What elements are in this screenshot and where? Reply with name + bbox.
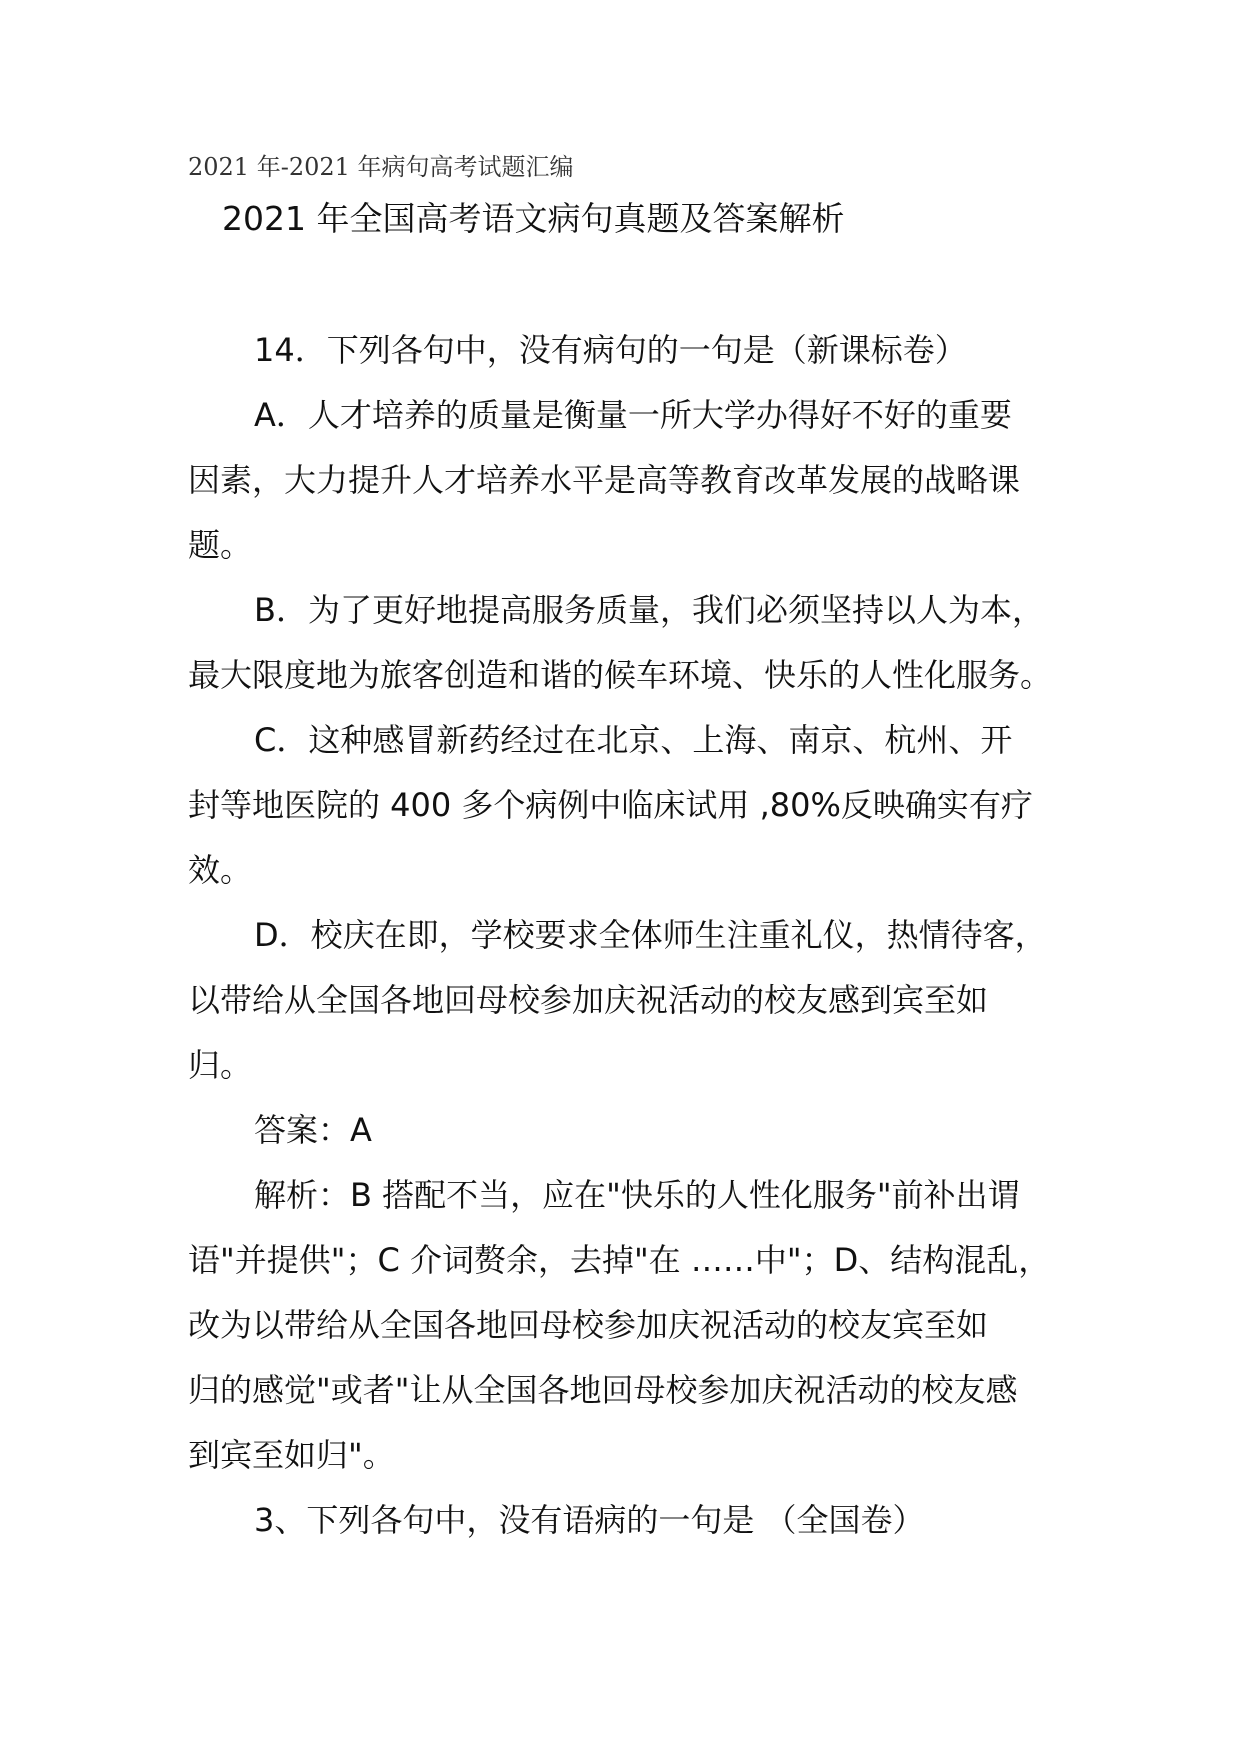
option-d xyxy=(188,903,1068,1098)
analysis-line-1: 解析：B 搭配不当，应在"快乐的人性化服务"前补出谓 xyxy=(254,1176,1020,1214)
question-3-stem xyxy=(188,1488,1068,1553)
answer-line: 答案：A xyxy=(254,1111,372,1149)
running-header: 2021 年-2021 年病句高考试题汇编 xyxy=(188,153,574,181)
option-c-line-3: 效。 xyxy=(188,851,253,889)
option-a-line-3: 题。 xyxy=(188,526,253,564)
option-b-line-1: B．为了更好地提高服务质量，我们必须坚持以人为本， xyxy=(254,591,1044,629)
answer xyxy=(188,1098,1068,1163)
option-a-line-2: 因素，大力提升人才培养水平是高等教育改革发展的战略课 xyxy=(188,461,1021,499)
question-14-stem xyxy=(188,318,1068,383)
option-a xyxy=(188,383,1068,578)
analysis-line-3: 改为以带给从全国各地回母校参加庆祝活动的校友宾至如 xyxy=(188,1306,989,1344)
option-c-line-1: C．这种感冒新药经过在北京、上海、南京、杭州、开 xyxy=(254,721,1013,759)
analysis-line-4: 归的感觉"或者"让从全国各地回母校参加庆祝活动的校友感 xyxy=(188,1371,1018,1409)
option-c-line-2: 封等地医院的 400 多个病例中临床试用 ,80%反映确实有疗 xyxy=(188,786,1033,824)
analysis-line-5: 到宾至如归"。 xyxy=(188,1436,395,1474)
option-b xyxy=(188,578,1068,708)
question-stem-line: 3、下列各句中，没有语病的一句是 （全国卷） xyxy=(254,1501,925,1539)
option-a-line-1: A．人才培养的质量是衡量一所大学办得好不好的重要 xyxy=(254,396,1012,434)
option-b-line-2: 最大限度地为旅客创造和谐的候车环境、快乐的人性化服务。 xyxy=(188,656,1053,694)
option-c xyxy=(188,708,1068,903)
option-d-line-1: D．校庆在即，学校要求全体师生注重礼仪，热情待客， xyxy=(254,916,1047,954)
document-body xyxy=(188,318,1068,1553)
option-d-line-3: 归。 xyxy=(188,1046,253,1084)
question-stem-line: 14．下列各句中，没有病句的一句是（新课标卷） xyxy=(254,331,967,369)
analysis-line-2: 语"并提供"；C 介词赘余，去掉"在 ……中"；D、结构混乱， xyxy=(188,1241,1051,1279)
document-title: 2021 年全国高考语文病句真题及答案解析 xyxy=(222,199,845,238)
option-d-line-2: 以带给从全国各地回母校参加庆祝活动的校友感到宾至如 xyxy=(188,981,989,1019)
analysis xyxy=(188,1163,1068,1488)
